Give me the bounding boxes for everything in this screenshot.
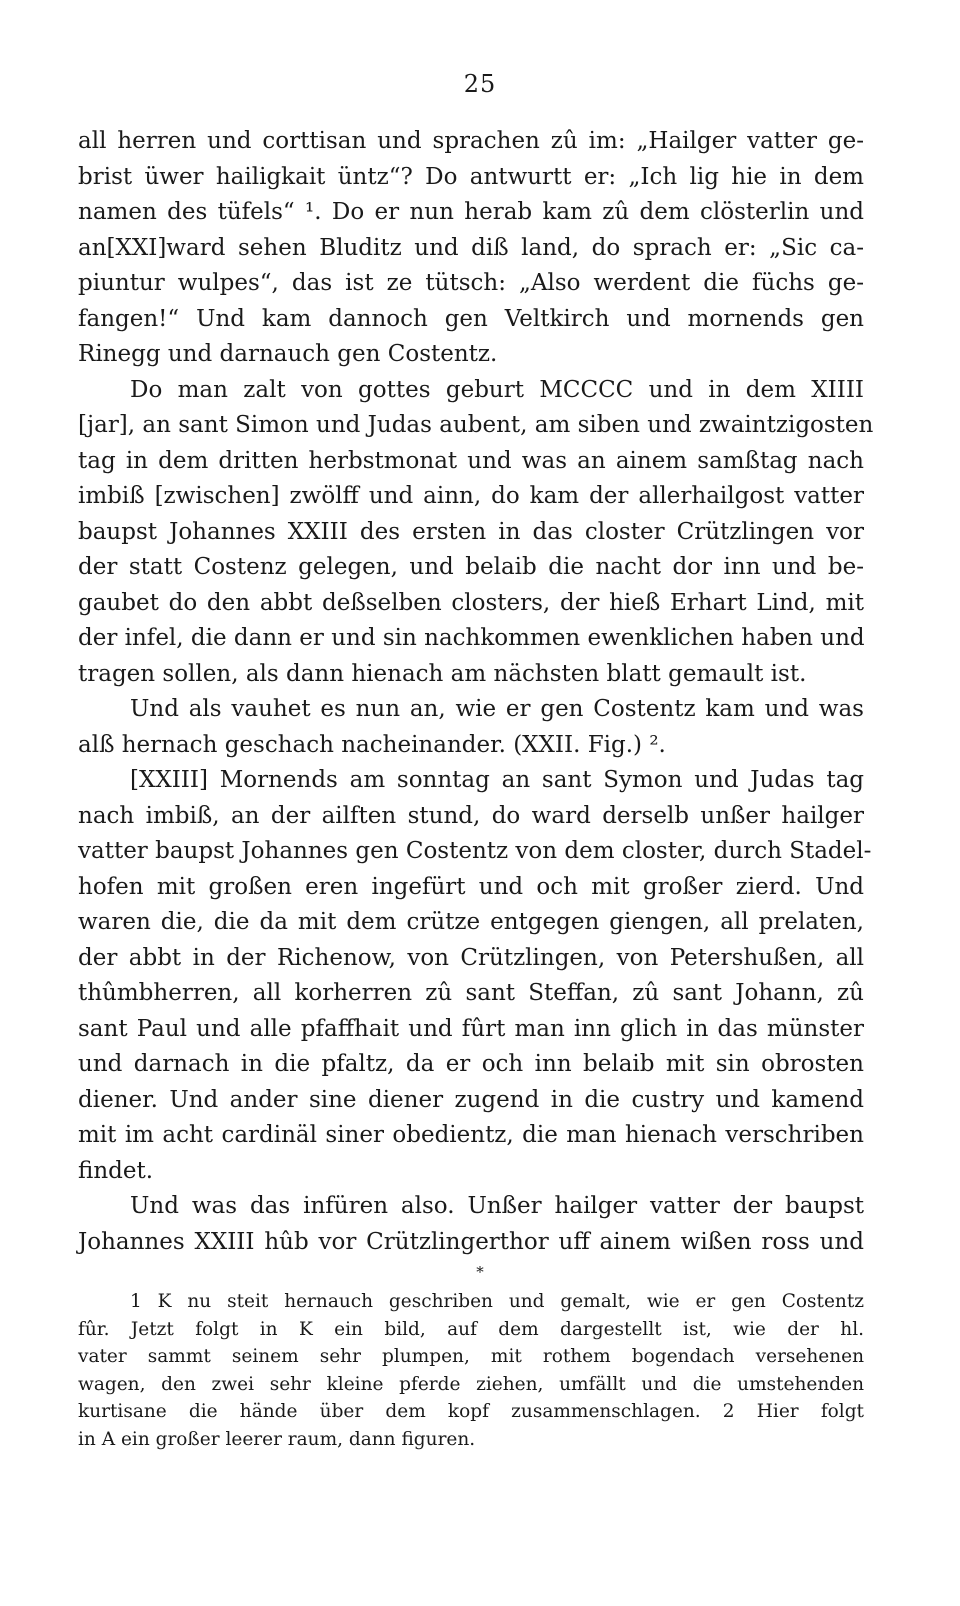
- text-line: hofen mit großen eren ingefürt und och mit großer zierd. Und: [78, 873, 864, 900]
- text-line: imbiß [zwischen] zwölff und ainn, do kam der allerhailgost vatter: [78, 483, 864, 509]
- text-line: diener. Und ander sine diener zugend in die custry und kamend: [78, 1086, 864, 1113]
- footnote-line: 1 K nu steit hernauch geschriben und gemalt, wie er gen Costentz: [130, 1291, 864, 1312]
- text-line: sant Paul und alle pfaffhait und fûrt man inn glich in das münster: [78, 1015, 864, 1042]
- footnote-line: in A ein großer leerer raum, dann figuren.: [78, 1428, 476, 1450]
- text-line: Rinegg und darnauch gen Costentz.: [78, 341, 498, 367]
- text-line: [jar], an sant Simon und Judas aubent, am siben und zwaintzigosten: [78, 412, 874, 438]
- text-line: fangen!“ Und kam dannoch gen Veltkirch und mornends gen: [78, 305, 864, 332]
- footnote-line: wagen, den zwei sehr kleine pferde ziehen, umfällt und die umstehenden: [78, 1373, 864, 1395]
- text-line: Und als vauhet es nun an, wie er gen Costentz kam und was: [130, 696, 864, 722]
- page-number: 25: [463, 70, 497, 98]
- text-line: nach imbiß, an der ailften stund, do ward derselb unßer hailger: [78, 802, 864, 829]
- text-line: Und was das infüren also. Unßer hailger vatter der baupst: [130, 1193, 864, 1219]
- text-line: an[XXI]ward sehen Bluditz und diß land, do sprach er: „Sic ca-: [78, 234, 864, 261]
- text-line: der abbt in der Richenow, von Crützlingen, von Petershußen, all: [78, 944, 864, 971]
- text-line: und darnach in die pfaltz, da er och inn belaib mit sin obrosten: [78, 1051, 864, 1077]
- text-line: vatter baupst Johannes gen Costentz von dem closter, durch Stadel-: [78, 838, 872, 864]
- text-line: tragen sollen, als dann hienach am nächsten blatt gemault ist.: [78, 660, 807, 687]
- text-line: [XXIII] Mornends am sonntag an sant Symon und Judas tag: [130, 767, 864, 793]
- text-line: tag in dem dritten herbstmonat und was an ainem samßtag nach: [78, 447, 864, 474]
- text-line: waren die, die da mit dem crütze entgegen giengen, all prelaten,: [78, 909, 864, 935]
- text-line: Johannes XXIII hûb vor Crützlingerthor uff ainem wißen ross und: [78, 1228, 864, 1255]
- text-line: all herren und corttisan und sprachen zû im: „Hailger vatter ge-: [78, 128, 864, 154]
- text-line: baupst Johannes XXIII des ersten in das closter Crützlingen vor: [78, 518, 864, 545]
- text-line: alß hernach geschach nacheinander. (XXII. Fig.) ².: [78, 731, 666, 758]
- text-line: Do man zalt von gottes geburt MCCCC und in dem XIIII: [130, 376, 864, 403]
- footnotes: [78, 1288, 864, 1453]
- footnote-separator: *: [476, 1263, 484, 1281]
- text-line: namen des tüfels“ ¹. Do er nun herab kam zû dem clösterlin und: [78, 199, 864, 225]
- text-line: der infel, die dann er und sin nachkommen ewenklichen haben und: [78, 625, 865, 651]
- text-line: findet.: [78, 1157, 154, 1184]
- text-line: gaubet do den abbt deßselben closters, der hieß Erhart Lind, mit: [78, 589, 864, 616]
- footnote-line: fûr. Jetzt folgt in K ein bild, auf dem dargestellt ist, wie der hl.: [78, 1318, 864, 1340]
- text-line: piuntur wulpes“, das ist ze tütsch: „Also werdent die füchs ge-: [78, 270, 864, 296]
- text-line: brist üwer hailigkait üntz“? Do antwurtt er: „Ich lig hie in dem: [78, 163, 864, 190]
- footnote-line: kurtisane die hände über dem kopf zusammenschlagen. 2 Hier folgt: [78, 1401, 864, 1422]
- text-line: der statt Costenz gelegen, und belaib die nacht dor inn und be-: [78, 554, 864, 580]
- footnote-line: vater sammt seinem sehr plumpen, mit rothem bogendach versehenen: [78, 1346, 864, 1367]
- text-line: thûmbherren, all korherren zû sant Steffan, zû sant Johann, zû: [78, 980, 864, 1006]
- main-text: [78, 124, 874, 1260]
- text-line: mit im acht cardinäl siner obedientz, die man hienach verschriben: [78, 1122, 864, 1148]
